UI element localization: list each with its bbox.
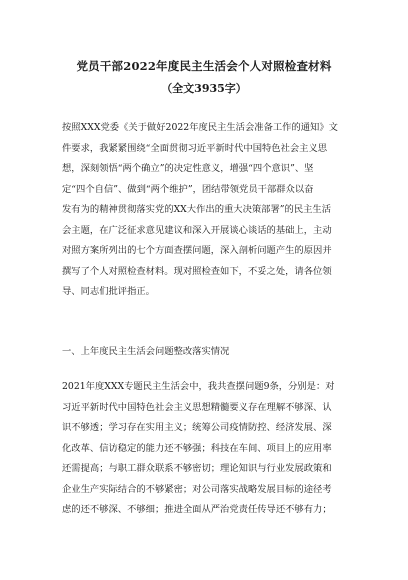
text-line: 识不够透；学习存在实用主义；统筹公司疫情防控、经济发展、深 <box>62 422 332 433</box>
text-line: 按照XXX党委《关于做好2022年度民主生活会准备工作的通知》文 <box>62 122 338 133</box>
document-title: 党员干部2022年度民主生活会个人对照检查材料 <box>76 59 332 73</box>
text-line: 件要求，我紧紧围绕“全面贯彻习近平新时代中国特色社会主义思 <box>62 142 328 154</box>
text-line: 定“四个自信”、做到“两个维护”，团结带领党员干部群众以奋 <box>62 183 314 195</box>
document-subtitle: （全文3935字） <box>161 82 247 95</box>
text-line: 撰写了个人对照检查材料。现对照检查如下，不妥之处，请各位领 <box>62 265 332 277</box>
text-line: 2021年度XXX专题民主生活会中，我共查摆问题9条，分别是：对 <box>62 381 335 392</box>
text-line: 想，深刻领悟“两个确立”的决定性意义，增强“四个意识”、坚 <box>62 163 314 174</box>
text-line: 对照方案所列出的七个方面查摆问题，深入剖析问题产生的原因并 <box>62 245 332 256</box>
intro-paragraph <box>62 118 362 303</box>
text-line: 化改革、信访稳定的能力还不够强；科技在车间、项目上的应用率 <box>62 442 332 454</box>
text-line: 发有为的精神贯彻落实党的XX大作出的重大决策部署”的民主生活 <box>62 204 332 215</box>
section-heading: 一、上年度民主生活会问题整改落实情况 <box>62 346 230 357</box>
text-line: 导、同志们批评指正。 <box>62 286 155 297</box>
text-line: 习近平新时代中国特色社会主义思想精髓要义存在理解不够深、认 <box>62 401 332 413</box>
text-line: 还需提高；与职工群众联系不够密切；理论知识与行业发展政策和 <box>62 463 332 474</box>
text-line: 虑的还不够深、不够细；推进全面从严治党责任传导还不够有力； <box>62 504 332 515</box>
section-paragraph <box>62 377 362 521</box>
text-line: 企业生产实际结合的不够紧密；对公司落实战略发展目标的途径考 <box>62 483 332 495</box>
text-line: 会主题，在广泛征求意见建议和深入开展谈心谈话的基础上，主动 <box>62 224 332 236</box>
